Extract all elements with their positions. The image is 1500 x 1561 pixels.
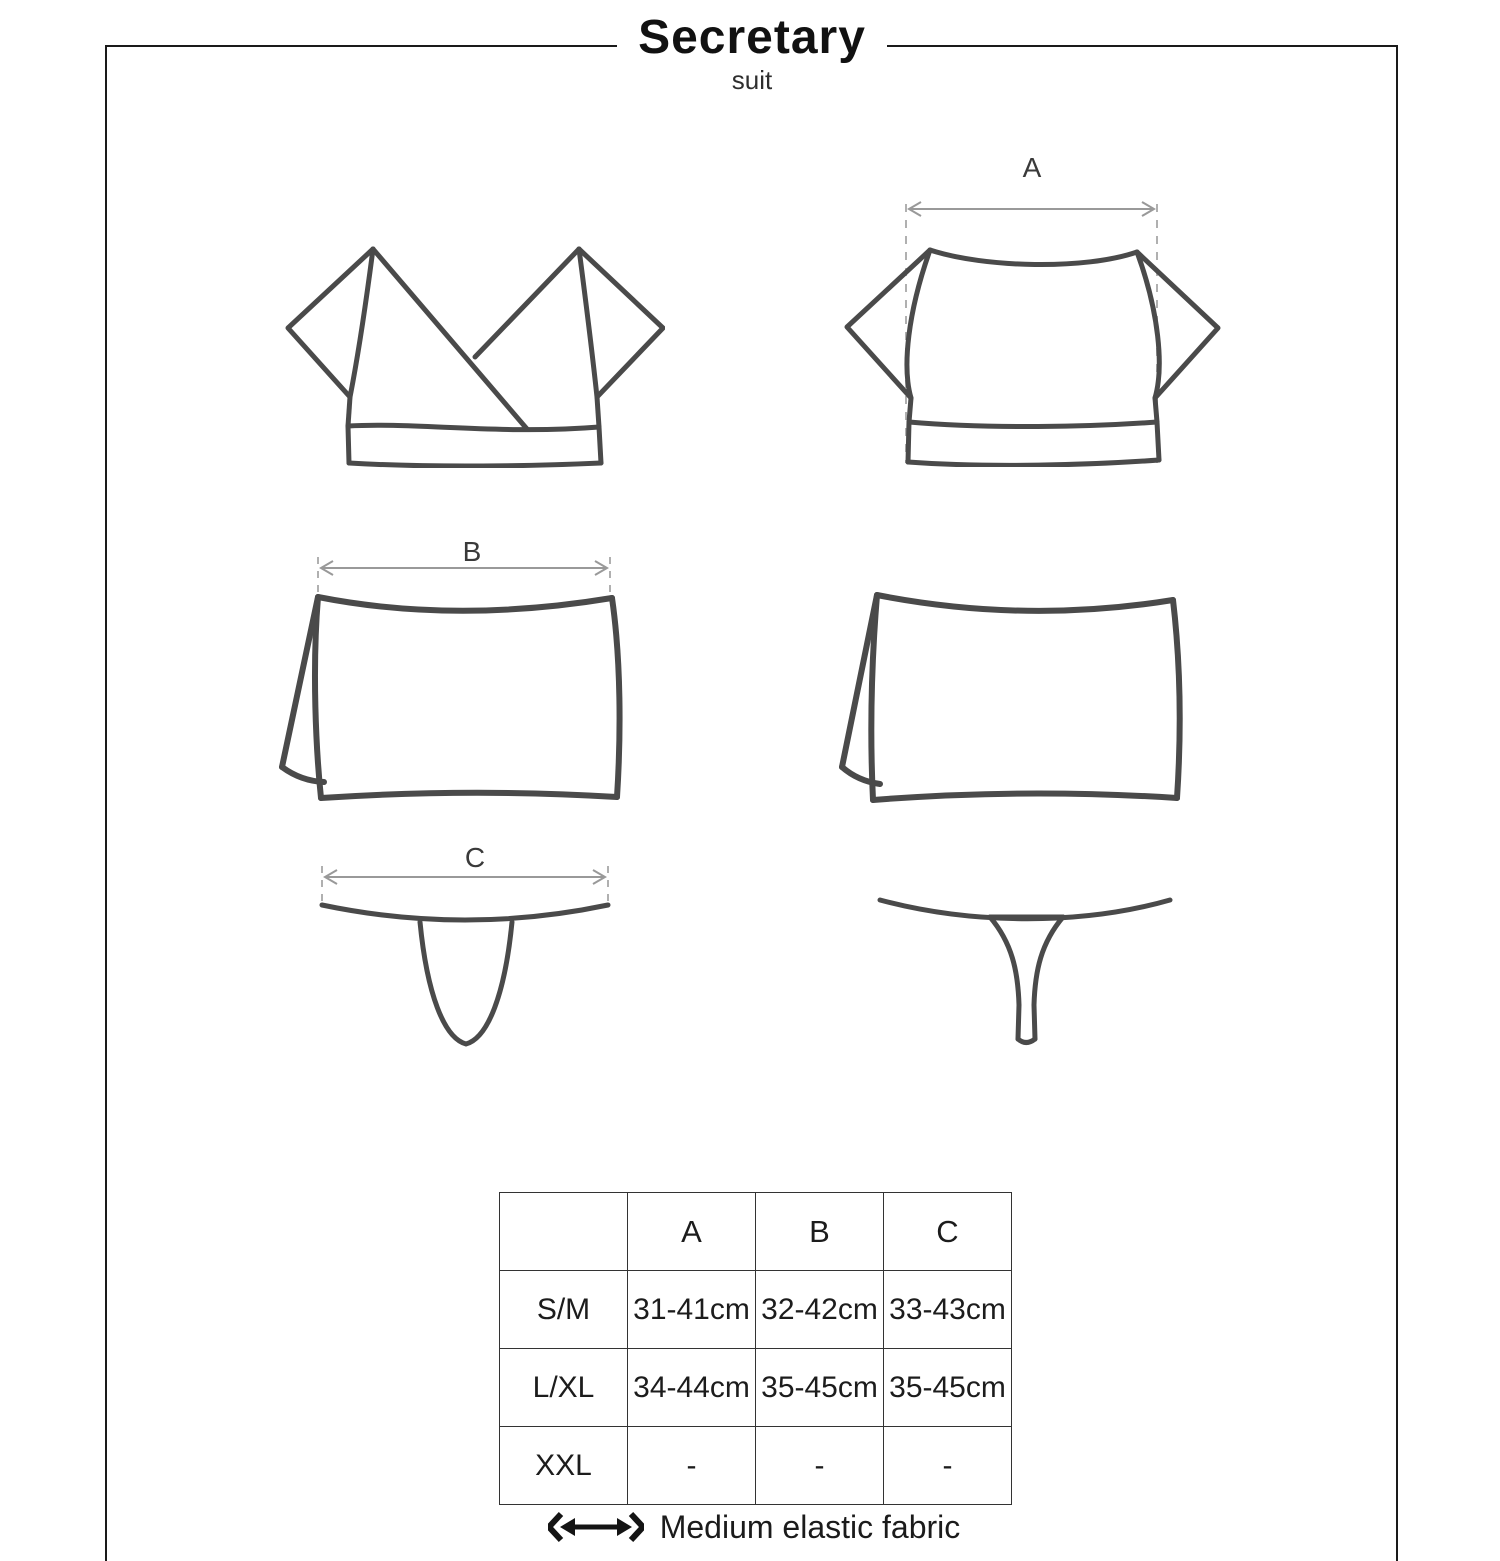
row-label-lxl: L/XL [500, 1349, 628, 1427]
table-row-lxl [500, 1349, 1012, 1427]
product-title: Secretary [638, 11, 866, 64]
legend [106, 1504, 1402, 1550]
skirt-front-drawing [275, 540, 630, 805]
measurement-arrow-b [321, 561, 607, 575]
title-box [617, 0, 887, 116]
thong-back-figure [858, 853, 1182, 1057]
product-subtitle: suit [731, 65, 773, 95]
cell-sm-b: 32-42cm [756, 1271, 884, 1349]
table-header-a: A [628, 1193, 756, 1271]
cell-lxl-c: 35-45cm [884, 1349, 1012, 1427]
measurement-arrow-c [325, 870, 605, 884]
skirt-front-figure [275, 540, 630, 805]
measurement-label-a: A [1022, 152, 1042, 183]
table-header-c: C [884, 1193, 1012, 1271]
thong-back-drawing [858, 853, 1182, 1057]
top-back-figure [840, 152, 1225, 467]
dashed-guide-c [322, 866, 608, 902]
table-row-xxl [500, 1427, 1012, 1505]
size-table [499, 1192, 1012, 1505]
cell-sm-a: 31-41cm [628, 1271, 756, 1349]
measurement-arrow-a [909, 202, 1154, 216]
measurement-label-c: C [464, 842, 486, 873]
table-row-sm [500, 1271, 1012, 1349]
row-label-xxl: XXL [500, 1427, 628, 1505]
table-header-row [500, 1193, 1012, 1271]
thong-front-drawing [312, 842, 618, 1057]
skirt-back-figure [838, 588, 1188, 806]
legend-label: Medium elastic fabric [659, 1508, 961, 1545]
cell-lxl-a: 34-44cm [628, 1349, 756, 1427]
dashed-guide-b [318, 557, 610, 594]
cell-xxl-b: - [756, 1427, 884, 1505]
skirt-back-drawing [838, 588, 1188, 806]
top-front-figure [285, 246, 665, 468]
cell-xxl-a: - [628, 1427, 756, 1505]
measurement-label-b: B [462, 536, 482, 567]
table-corner-cell [500, 1193, 628, 1271]
table-header-b: B [756, 1193, 884, 1271]
cell-sm-c: 33-43cm [884, 1271, 1012, 1349]
stretch-double-arrow-icon [548, 1510, 644, 1544]
top-back-drawing [840, 152, 1225, 467]
thong-front-figure [312, 842, 618, 1057]
row-label-sm: S/M [500, 1271, 628, 1349]
cell-lxl-b: 35-45cm [756, 1349, 884, 1427]
cell-xxl-c: - [884, 1427, 1012, 1505]
top-front-drawing [285, 246, 665, 468]
